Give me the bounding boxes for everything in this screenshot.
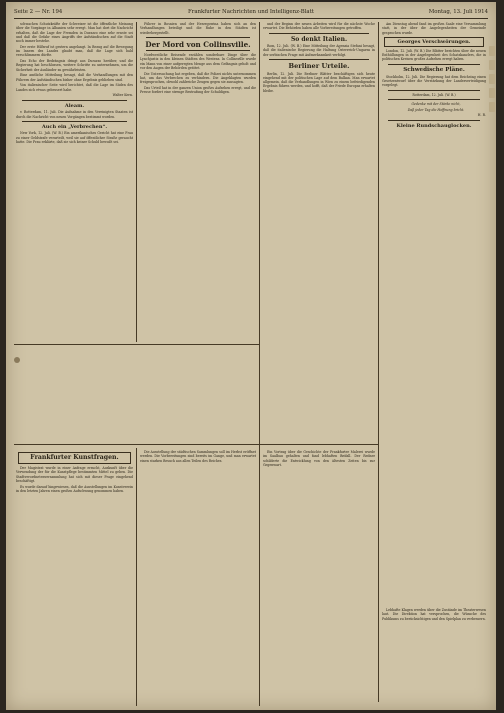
edge-tab	[489, 88, 495, 98]
divider	[146, 50, 250, 51]
article-text: Stockholm, 12. Juli. Die Regierung hat dem Reichstag einen Gesetzentwurf über die Verstärkung der Landesverteidigung vorgelegt.	[382, 74, 486, 88]
column-rule	[136, 22, 137, 342]
binding-hole	[14, 357, 20, 363]
bottom-column-3	[263, 450, 375, 705]
article-text: Die Untersuchung hat ergeben, daß die Polizei nichts unternommen hat, um das Verbrechen zu verhindern. Die Angeklagten wurden freigesprochen, obwohl zahlreiche Zeugen gegen sie aussagten.	[140, 71, 256, 85]
section-rule	[14, 444, 378, 445]
article-text: schwachen Schutzkräfte der Schweizer ist die öffentliche Meinung über die Vorgänge in Albanien sehr erregt. Man hat dort die Nachricht erhalten, daß die Lage der Fremden in Durazzo eine sehr ernste sei und daß die Gefahr eines Angriffs der Aufständischen auf die Stadt noch immer bestehe.	[16, 22, 133, 44]
divider	[388, 90, 480, 91]
divider	[388, 120, 480, 121]
article-text: Es wurde darauf hingewiesen, daß die Ausstellungen im Kunstverein in den letzten Jahren einen großen Aufschwung genommen haben.	[16, 484, 133, 493]
edge-tab	[489, 60, 495, 70]
column-2	[140, 22, 256, 442]
poem-line: Gedenke mit der Stärke nicht,	[411, 102, 461, 107]
headline-aleam: Aleam.	[64, 102, 85, 109]
article-text: Der erste Hilfsruf ist gestern angelangt. In Bezug auf die Bewegung im Innern des Landes glaubt man, daß die Lage sich bald verschlimmern dürfte.	[16, 44, 133, 58]
article-signature: Walter Kern.	[112, 93, 133, 98]
column-rule	[378, 22, 379, 702]
column-rule	[259, 22, 260, 462]
bottom-column-2	[140, 450, 256, 705]
article-text: New York, 12. Juli. (W. B.) Ein amerikanisches Gericht hat eine Frau zu einer Geldstrafe verurteilt, weil sie auf öffentlicher Straße geraucht hatte. Die Frau erklärte, daß sie sich keiner Schuld bewußt sei.	[16, 131, 133, 144]
article-text: Am Dienstag abend fand im großen Saale eine Versammlung statt, in der über die Angelegenheiten der Gemeinde gesprochen wurde.	[382, 22, 486, 35]
page-header	[14, 6, 488, 19]
article-text: Das Echo der Bedrängnis dringt aus Durazzo herüber, und die Regierung hat beschlossen, weitere Schritte zu unternehmen, um die Sicherheit der Ausländer zu gewährleisten.	[16, 59, 133, 72]
article-text: Berlin, 12. Juli. Die Berliner Blätter beschäftigen sich heute eingehend mit der politischen Lage auf dem Balkan. Man erwartet allgemein, daß die Verhandlungen in Wien zu einem befriedigenden Ergebnis führen werden, und hofft, daß der Friede Europas erhalten bleibe.	[263, 71, 375, 93]
column-1	[16, 22, 133, 342]
headline-italien: So denkt Italien.	[290, 35, 348, 43]
divider	[388, 64, 480, 65]
article-text: Die Ausstellung der städtischen Sammlungen soll im Herbst eröffnet werden. Die Vorbereitungen sind bereits im Gange, und man erwartet einen starken Besuch aus allen Teilen des Reiches.	[140, 450, 256, 463]
bottom-column-1	[16, 450, 133, 705]
article-text: Eine amtliche Mitteilung besagt, daß die Verhandlungen mit den Führern der Aufständischen bisher ohne Ergebnis geblieben sind.	[16, 73, 133, 82]
divider	[146, 37, 250, 38]
article-text: Der Magistrat wurde in einer Anfrage ersucht, Auskunft über die Verwendung der für die Kunstpflege bestimmten Mittel zu geben. Die Stadtverordnetenversammlung hat sich mit dieser Frage eingehend beschäftigt.	[16, 466, 133, 483]
headline-verbrechen: Auch ein „Verbrechen“.	[41, 123, 108, 130]
article-text: Ein Vortrag über die Geschichte der Frankfurter Malerei wurde im Saalbau gehalten und fand lebhaften Beifall. Der Redner schilderte die Entwicklung von den ältesten Zeiten bis zur Gegenwart.	[263, 450, 375, 467]
page-number: Seite 2 — Nr. 194	[14, 9, 63, 15]
edge-tab	[489, 46, 495, 56]
divider	[22, 121, 127, 122]
newspaper-title: Frankfurter Nachrichten und Intelligenz-Blatt	[188, 9, 314, 15]
column-3	[263, 22, 375, 442]
issue-date: Montag, 13. Juli 1914	[428, 9, 488, 15]
article-text: Von italienischer Seite wird berichtet, daß die Lage im Süden des Landes sich etwas gebessert habe.	[16, 83, 133, 92]
article-text: Lebhafte Klagen werden über die Zustände im Theaterwesen laut. Die Direktion hat versprochen, die Wünsche des Publikums zu berücksichtigen und den Spielplan zu verbessern.	[382, 608, 486, 621]
dateline: Rotterdam, 12. Juli. (W. B.)	[412, 92, 456, 97]
article-text: Führer in Bosnien und der Herzegowina haben sich an den Verhandlungen beteiligt und die Ruhe in den Städten ist wiederhergestellt.	[140, 22, 256, 35]
edge-tab	[489, 74, 495, 84]
page-edge	[488, 42, 496, 692]
edge-tab	[489, 102, 495, 112]
headline-kleine-rundschau: Kleine Rundschauglocken.	[396, 122, 472, 129]
divider	[269, 59, 369, 60]
article-text: und der Beginn der neuen Arbeiten wird für die nächste Woche erwartet. Die Behörden haben alle Vorbereitungen getroffen.	[263, 22, 375, 31]
divider	[22, 100, 127, 101]
article-text: Nordwestliche Reisende erzählen sonderbare Dinge über die Lynchjustiz in den kleinen Städten des Westens. In Collinsville wurde ein Mann von einer aufgeregten Menge aus dem Gefängnis geholt und vor den Augen der Behörden getötet.	[140, 53, 256, 70]
poem-line: Daß jeder Tag die Hoffnung bricht.	[407, 107, 465, 112]
article-text: Das Urteil hat in der ganzen Union großes Aufsehen erregt, und die Presse fordert eine strenge Bestrafung der Schuldigen.	[140, 85, 256, 95]
headline-kunstfragen: Frankfurter Kunstfragen.	[18, 452, 131, 464]
article-text: Rom, 12. Juli. (W. B.) Eine Mitteilung der Agenzia Stefani besagt, daß die italienische Regierung die Haltung Österreich-Ungarns in der serbischen Frage mit Aufmerksamkeit verfolgt.	[263, 44, 375, 57]
headline-collinsville: Der Mord von Collinsville.	[145, 39, 251, 49]
article-text: London, 12. Juli. (W. B.) Die Blätter berichten über die neuen Enthüllungen in der Angelegenheit des Schatzkanzlers, die in politischen Kreisen großes Aufsehen erregt haben.	[382, 48, 486, 62]
bottom-column-4	[382, 608, 486, 706]
headline-george: Georges Verschwörungen.	[384, 37, 484, 47]
column-4	[382, 22, 486, 702]
divider	[388, 99, 480, 100]
column-rule	[259, 448, 260, 706]
column-rule	[136, 448, 137, 706]
divider	[269, 33, 369, 34]
poem-signature: H. R.	[477, 113, 486, 118]
headline-berliner-urteile: Berliner Urteile.	[288, 61, 350, 70]
headline-plaene: Schwedische Pläne.	[403, 66, 465, 73]
article-text: v. Rotterdam, 11. Juli. Die Aufnahme in den Vereinigten Staaten ist durch die Nachricht von neuen Vorgängen bestimmt worden.	[16, 110, 133, 119]
newspaper-page	[6, 2, 496, 710]
